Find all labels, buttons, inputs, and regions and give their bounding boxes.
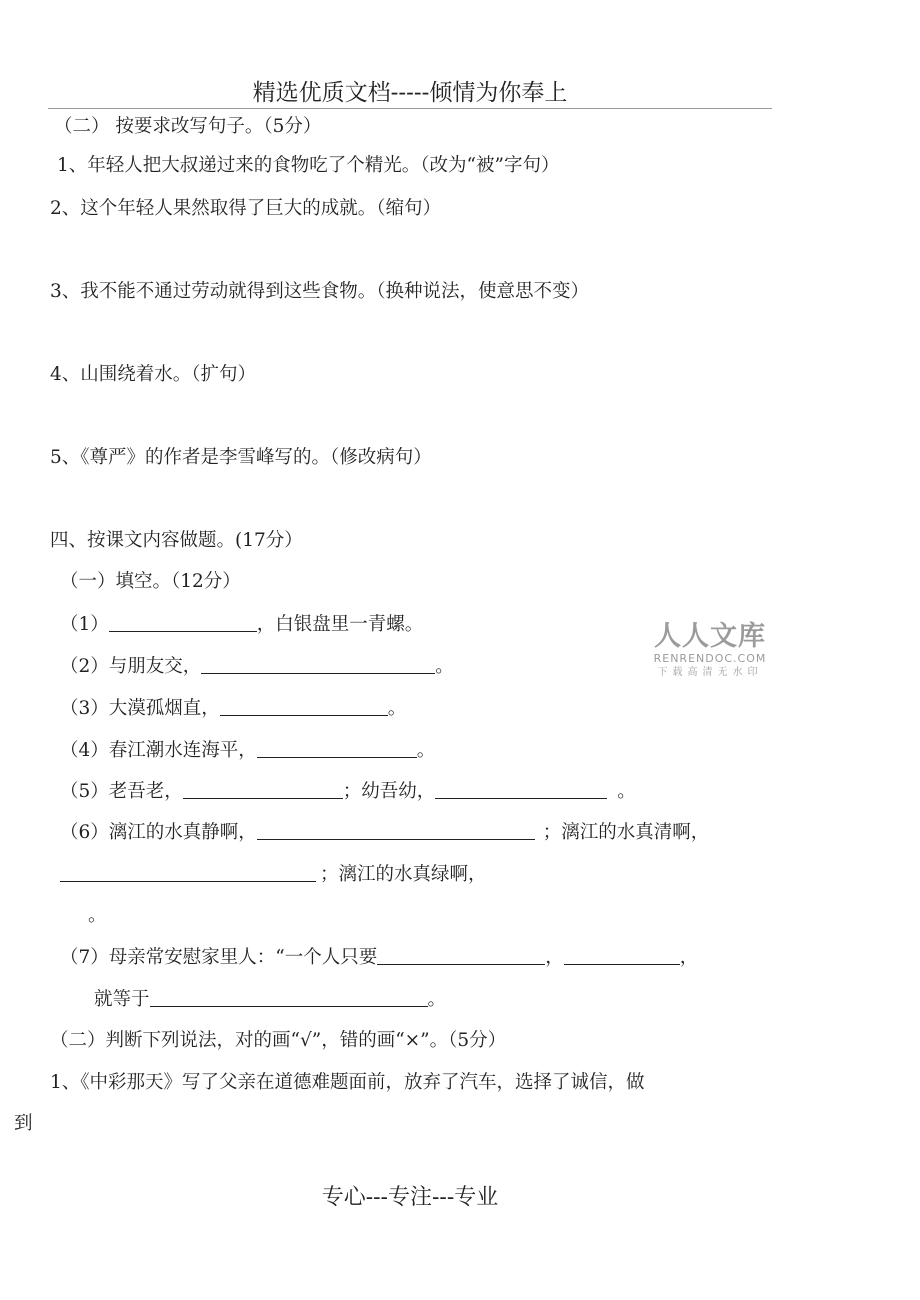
watermark-logo (648, 622, 772, 679)
fill-item-6-mid: ；漓江的水真清啊， (542, 822, 710, 843)
fill-item-3-prefix: （3）大漠孤烟直， (60, 698, 220, 719)
fill-item-7-comma-2: ， (679, 947, 699, 968)
fill-blank-6b[interactable] (60, 863, 316, 882)
fill-blank-2[interactable] (201, 655, 435, 674)
watermark-sub: 下载高清无水印 (657, 667, 763, 678)
page-footer: 专心---专注---专业 (321, 1185, 499, 1210)
fill-item-6-line-3: 。 (88, 905, 107, 926)
fill-item-2-suffix: 。 (435, 656, 454, 677)
fill-item-5 (60, 779, 636, 805)
rewrite-question-3: 3、我不能不通过劳动就得到这些食物。（换种说法，使意思不变） (50, 281, 590, 302)
fill-item-1 (60, 612, 423, 638)
fill-item-6-line-2 (60, 862, 487, 888)
fill-blank-5a[interactable] (183, 780, 343, 799)
fill-item-2 (60, 654, 454, 680)
fill-item-6 (60, 820, 709, 846)
fill-item-5-suffix: 。 (617, 781, 636, 802)
rewrite-question-2: 2、这个年轻人果然取得了巨大的成就。（缩句） (50, 198, 442, 219)
fill-blank-7a[interactable] (377, 946, 545, 965)
fill-in-heading: （一）填空。（12分） (60, 571, 241, 592)
judge-item-1-line-1: 1、《中彩那天》写了父亲在道德难题面前，放弃了汽车，选择了诚信，做 (50, 1072, 645, 1093)
page-header-title: 精选优质文档-----倾情为你奉上 (252, 80, 568, 106)
header-divider (48, 108, 772, 109)
fill-item-7-prefix: （7）母亲常安慰家里人：“一个人只要 (60, 947, 378, 968)
section-er-heading: （二） 按要求改写句子。（5分） (54, 116, 322, 137)
fill-item-7-line2-prefix: 就等于 (94, 989, 150, 1010)
watermark-en: RENRENDOC.COM (653, 652, 767, 665)
rewrite-question-5: 5、《尊严》的作者是李雪峰写的。（修改病句） (50, 447, 432, 468)
fill-item-7-line2-suffix: 。 (427, 989, 447, 1010)
fill-item-5-prefix: （5）老吾老， (60, 781, 183, 802)
fill-blank-7c[interactable] (150, 988, 428, 1007)
fill-item-7-line-2 (94, 987, 446, 1013)
fill-blank-6a[interactable] (257, 821, 535, 840)
fill-item-4 (60, 738, 435, 764)
fill-item-2-prefix: （2）与朋友交， (60, 656, 202, 677)
fill-blank-3[interactable] (220, 697, 388, 716)
rewrite-question-4: 4、山围绕着水。（扩句） (50, 364, 257, 385)
fill-blank-5b[interactable] (435, 780, 607, 799)
judge-item-1-line-2: 到 (14, 1113, 33, 1134)
fill-blank-1[interactable] (109, 613, 257, 632)
watermark-cn: 人人文库 (654, 621, 766, 652)
fill-blank-7b[interactable] (564, 946, 680, 965)
fill-item-6-line2-mid: ；漓江的水真绿啊， (320, 864, 487, 885)
fill-item-7-comma-1: ， (545, 947, 564, 968)
fill-item-1-suffix: ，白银盘里一青螺。 (256, 614, 424, 635)
fill-item-3-suffix: 。 (387, 698, 407, 719)
judge-heading: （二）判断下列说法，对的画“√”，错的画“×”。（5分） (50, 1030, 507, 1051)
fill-item-3 (60, 696, 406, 722)
fill-item-4-suffix: 。 (416, 740, 436, 761)
fill-item-5-mid: ；幼吾幼， (342, 781, 436, 802)
fill-blank-4[interactable] (257, 739, 417, 758)
fill-item-6-prefix: （6）漓江的水真静啊， (60, 822, 257, 843)
fill-item-7 (60, 945, 698, 971)
rewrite-question-1: 1、年轻人把大叔递过来的食物吃了个精光。（改为“被”字句） (57, 155, 560, 176)
fill-item-1-prefix: （1） (60, 614, 109, 635)
section-si-heading: 四、按课文内容做题。(17分） (50, 530, 303, 551)
fill-item-4-prefix: （4）春江潮水连海平， (60, 740, 257, 761)
